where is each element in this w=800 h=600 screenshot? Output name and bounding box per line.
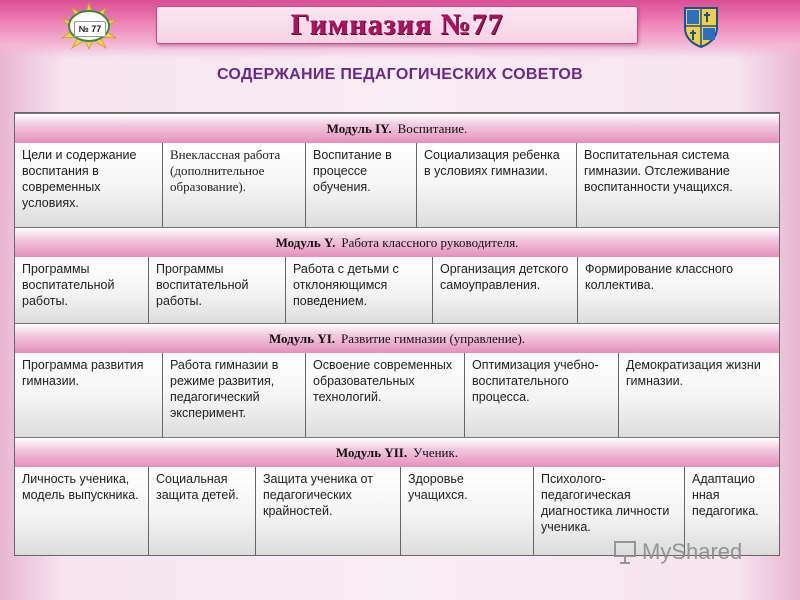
module-row-y	[15, 257, 779, 323]
module-name: Работа классного руководителя.	[341, 234, 519, 250]
table-cell: Здоровье учащихся.	[401, 467, 534, 555]
title-box	[156, 6, 638, 44]
table-cell: Программа развития гимназии.	[15, 353, 163, 437]
table-cell: Работа гимназии в режиме развития, педагогический эксперимент.	[163, 353, 306, 437]
module-name: Развитие гимназии (управление).	[341, 330, 526, 346]
table-cell: Программы воспитательной работы.	[15, 257, 149, 323]
councils-table	[14, 112, 780, 556]
section-subtitle: СОДЕРЖАНИЕ ПЕДАГОГИЧЕСКИХ СОВЕТОВ	[216, 66, 584, 83]
module-row-yi	[15, 353, 779, 437]
table-cell: Организация детского самоуправления.	[433, 257, 578, 323]
table-cell: Воспитательная система гимназии. Отслеживание воспитанности учащихся.	[577, 143, 779, 227]
module-label: Модуль IY.	[326, 120, 392, 136]
module-header-y	[15, 227, 779, 258]
table-cell: Адаптацио нная педагогика.	[685, 467, 779, 555]
badge-number: № 77	[74, 21, 106, 37]
table-cell: Программы воспитательной работы.	[149, 257, 286, 323]
module-header-yii	[15, 437, 779, 468]
module-name: Воспитание.	[397, 120, 468, 136]
module-label: Модуль Y.	[275, 234, 336, 250]
module-header-yi	[15, 323, 779, 354]
table-cell: Воспитание в процессе обучения.	[306, 143, 417, 227]
module-label: Модуль YI.	[268, 330, 336, 346]
module-name: Ученик.	[413, 444, 459, 460]
table-cell: Демократизация жизни гимназии.	[619, 353, 779, 437]
table-cell: Цели и содержание воспитания в современных условиях.	[15, 143, 163, 227]
table-cell: Защита ученика от педагогических крайностей.	[256, 467, 401, 555]
table-cell: Формирование классного коллектива.	[578, 257, 779, 323]
watermark-text: MyShared	[642, 539, 743, 564]
table-cell: Работа с детьми с отклоняющимся поведением.	[286, 257, 433, 323]
module-label: Модуль YII.	[335, 444, 408, 460]
table-cell: Социализация ребенка в условиях гимназии.	[417, 143, 577, 227]
table-cell: Социальная защита детей.	[149, 467, 256, 555]
table-cell: Личность ученика, модель выпускника.	[15, 467, 149, 555]
presentation-icon	[612, 539, 638, 565]
page-title: Гимназия №77	[290, 8, 504, 41]
table-cell: Оптимизация учебно-воспитательного процесса.	[465, 353, 619, 437]
table-cell: Внеклассная работа (дополнительное образование).	[163, 143, 306, 227]
module-header-iy	[15, 113, 779, 144]
module-row-iy	[15, 143, 779, 227]
table-cell: Освоение современных образовательных технологий.	[306, 353, 465, 437]
crest-icon	[683, 6, 719, 48]
watermark	[612, 537, 762, 567]
table-cell: Психолого-педагогическая диагностика личности ученика.	[534, 467, 685, 555]
